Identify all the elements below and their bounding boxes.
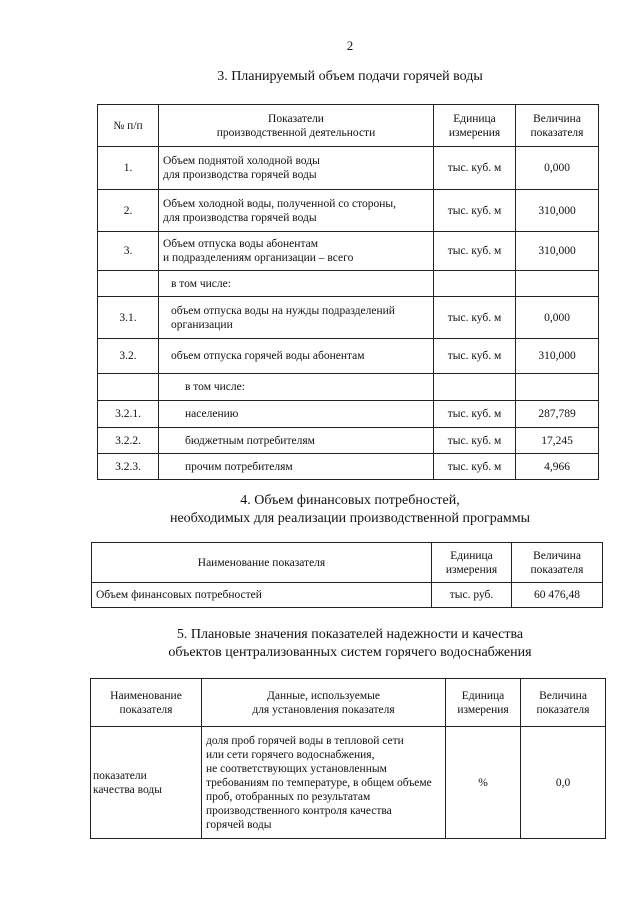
table-subheader-row	[98, 374, 599, 401]
row-indicator	[91, 727, 202, 839]
table-row	[98, 454, 599, 480]
row-num	[98, 271, 159, 297]
table-subheader-row	[98, 271, 599, 297]
row-unit: тыс. куб. м	[434, 339, 516, 374]
row-value	[516, 374, 599, 401]
row-value: 0,000	[516, 147, 599, 190]
row-num: 3.	[98, 232, 159, 271]
header-value-line2: показателя	[530, 563, 584, 576]
row-indicator: Объем финансовых потребностей	[92, 583, 432, 608]
row-data-line: горячей воды	[206, 818, 272, 831]
row-unit: тыс. руб.	[432, 583, 512, 608]
row-indicator-line2: качества воды	[93, 783, 162, 796]
header-unit-line1: Единица	[453, 112, 496, 125]
row-value: 17,245	[516, 428, 599, 454]
row-value: 287,789	[516, 401, 599, 428]
row-value	[516, 271, 599, 297]
header-indicator-line1: Показатели	[268, 112, 324, 125]
row-num: 3.1.	[98, 297, 159, 339]
row-unit	[434, 271, 516, 297]
header-unit-line1: Единица	[461, 689, 505, 702]
table-row	[98, 190, 599, 232]
table-row	[98, 232, 599, 271]
row-indicator: прочим потребителям	[159, 454, 434, 480]
row-indicator-line2: для производства горячей воды	[163, 211, 317, 224]
row-num: 3.2.2.	[98, 428, 159, 454]
row-value: 60 476,48	[512, 583, 603, 608]
row-indicator	[159, 147, 434, 190]
row-unit: тыс. куб. м	[434, 297, 516, 339]
reliability-quality-table	[90, 678, 606, 839]
row-num: 3.2.	[98, 339, 159, 374]
row-indicator-line2: для производства горячей воды	[163, 169, 317, 181]
row-unit: тыс. куб. м	[434, 454, 516, 480]
row-num: 1.	[98, 147, 159, 190]
table-row	[98, 297, 599, 339]
row-indicator-line1: Объем отпуска воды абонентам	[163, 238, 318, 250]
header-value	[516, 105, 599, 147]
header-unit-line2: измерения	[457, 703, 509, 716]
header-unit	[434, 105, 516, 147]
section-3-title: 3. Планируемый объем подачи горячей воды	[217, 69, 483, 84]
row-unit: %	[446, 727, 521, 839]
table-row	[91, 727, 606, 839]
table-header-row	[98, 105, 599, 147]
row-num: 3.2.1.	[98, 401, 159, 428]
header-value-line2: показателя	[536, 703, 590, 716]
row-indicator-line1: объем отпуска воды на нужды подразделений	[171, 304, 395, 317]
table-row	[98, 339, 599, 374]
row-indicator: бюджетным потребителям	[159, 428, 434, 454]
row-indicator-line1: Объем холодной воды, полученной со стороны,	[163, 197, 396, 210]
section-4-title	[0, 492, 640, 528]
row-indicator: в том числе:	[159, 374, 434, 401]
row-unit	[434, 374, 516, 401]
header-value	[521, 679, 606, 727]
row-indicator-line1: показатели	[93, 769, 147, 782]
row-value: 0,000	[516, 297, 599, 339]
row-data-line: требованиям по температуре, в общем объеме	[206, 776, 432, 789]
header-unit-line1: Единица	[450, 549, 493, 562]
row-unit: тыс. куб. м	[434, 428, 516, 454]
row-value: 4,966	[516, 454, 599, 480]
header-data	[202, 679, 446, 727]
row-num: 2.	[98, 190, 159, 232]
row-num: 3.2.3.	[98, 454, 159, 480]
row-indicator-line2: и подразделениям организации – всего	[163, 252, 354, 264]
header-num: № п/п	[98, 105, 159, 147]
header-indicator	[91, 679, 202, 727]
table-header-row	[91, 679, 606, 727]
section-5-title-line1: 5. Плановые значения показателей надежности и качества	[176, 627, 524, 642]
header-indicator-line1: Наименование	[110, 689, 182, 702]
header-value-line1: Величина	[533, 549, 581, 562]
row-value: 310,000	[516, 232, 599, 271]
section-5-title-line2: объектов централизованных систем горячего водоснабжения	[168, 645, 532, 660]
header-indicator	[159, 105, 434, 147]
row-data-line: проб, отобранных по результатам	[206, 790, 371, 803]
row-indicator	[159, 232, 434, 271]
table-row	[98, 401, 599, 428]
header-unit-line2: измерения	[445, 563, 498, 576]
table-header-row	[92, 543, 603, 583]
row-data-line: доля проб горячей воды в тепловой сети	[206, 734, 404, 747]
row-data-line: производственного контроля качества	[206, 804, 392, 817]
row-num	[98, 374, 159, 401]
header-data-line2: для установления показателя	[252, 703, 395, 716]
section-5-title	[0, 626, 640, 662]
header-data-line1: Данные, используемые	[267, 689, 380, 702]
row-unit: тыс. куб. м	[434, 232, 516, 271]
row-data	[202, 727, 446, 839]
row-indicator	[159, 297, 434, 339]
header-indicator-line2: показателя	[119, 703, 173, 716]
row-unit: тыс. куб. м	[434, 147, 516, 190]
row-value: 310,000	[516, 190, 599, 232]
header-indicator: Наименование показателя	[92, 543, 432, 583]
row-indicator: населению	[159, 401, 434, 428]
row-unit: тыс. куб. м	[434, 401, 516, 428]
table-row	[92, 583, 603, 608]
planned-volume-table	[97, 104, 599, 480]
header-value-line1: Величина	[539, 689, 587, 702]
row-indicator: в том числе:	[159, 271, 434, 297]
row-value: 0,0	[521, 727, 606, 839]
row-indicator-line1: Объем поднятой холодной воды	[163, 155, 320, 167]
header-unit	[432, 543, 512, 583]
row-value: 310,000	[516, 339, 599, 374]
section-4-title-line2: необходимых для реализации производственной программы	[169, 511, 531, 526]
header-value-line1: Величина	[533, 112, 581, 125]
header-unit	[446, 679, 521, 727]
financial-needs-table	[91, 542, 603, 608]
table-row	[98, 428, 599, 454]
page-number: 2	[346, 38, 354, 53]
section-4-title-line1: 4. Объем финансовых потребностей,	[240, 493, 460, 508]
table-row	[98, 147, 599, 190]
header-indicator-line2: производственной деятельности	[216, 126, 376, 139]
header-value-line2: показателя	[530, 126, 584, 139]
row-data-line: или сети горячего водоснабжения,	[206, 748, 375, 761]
header-value	[512, 543, 603, 583]
row-indicator-line2: организации	[171, 318, 233, 331]
row-indicator: объем отпуска горячей воды абонентам	[159, 339, 434, 374]
row-indicator	[159, 190, 434, 232]
row-data-line: не соответствующих установленным	[206, 762, 387, 775]
header-unit-line2: измерения	[448, 126, 501, 139]
row-unit: тыс. куб. м	[434, 190, 516, 232]
